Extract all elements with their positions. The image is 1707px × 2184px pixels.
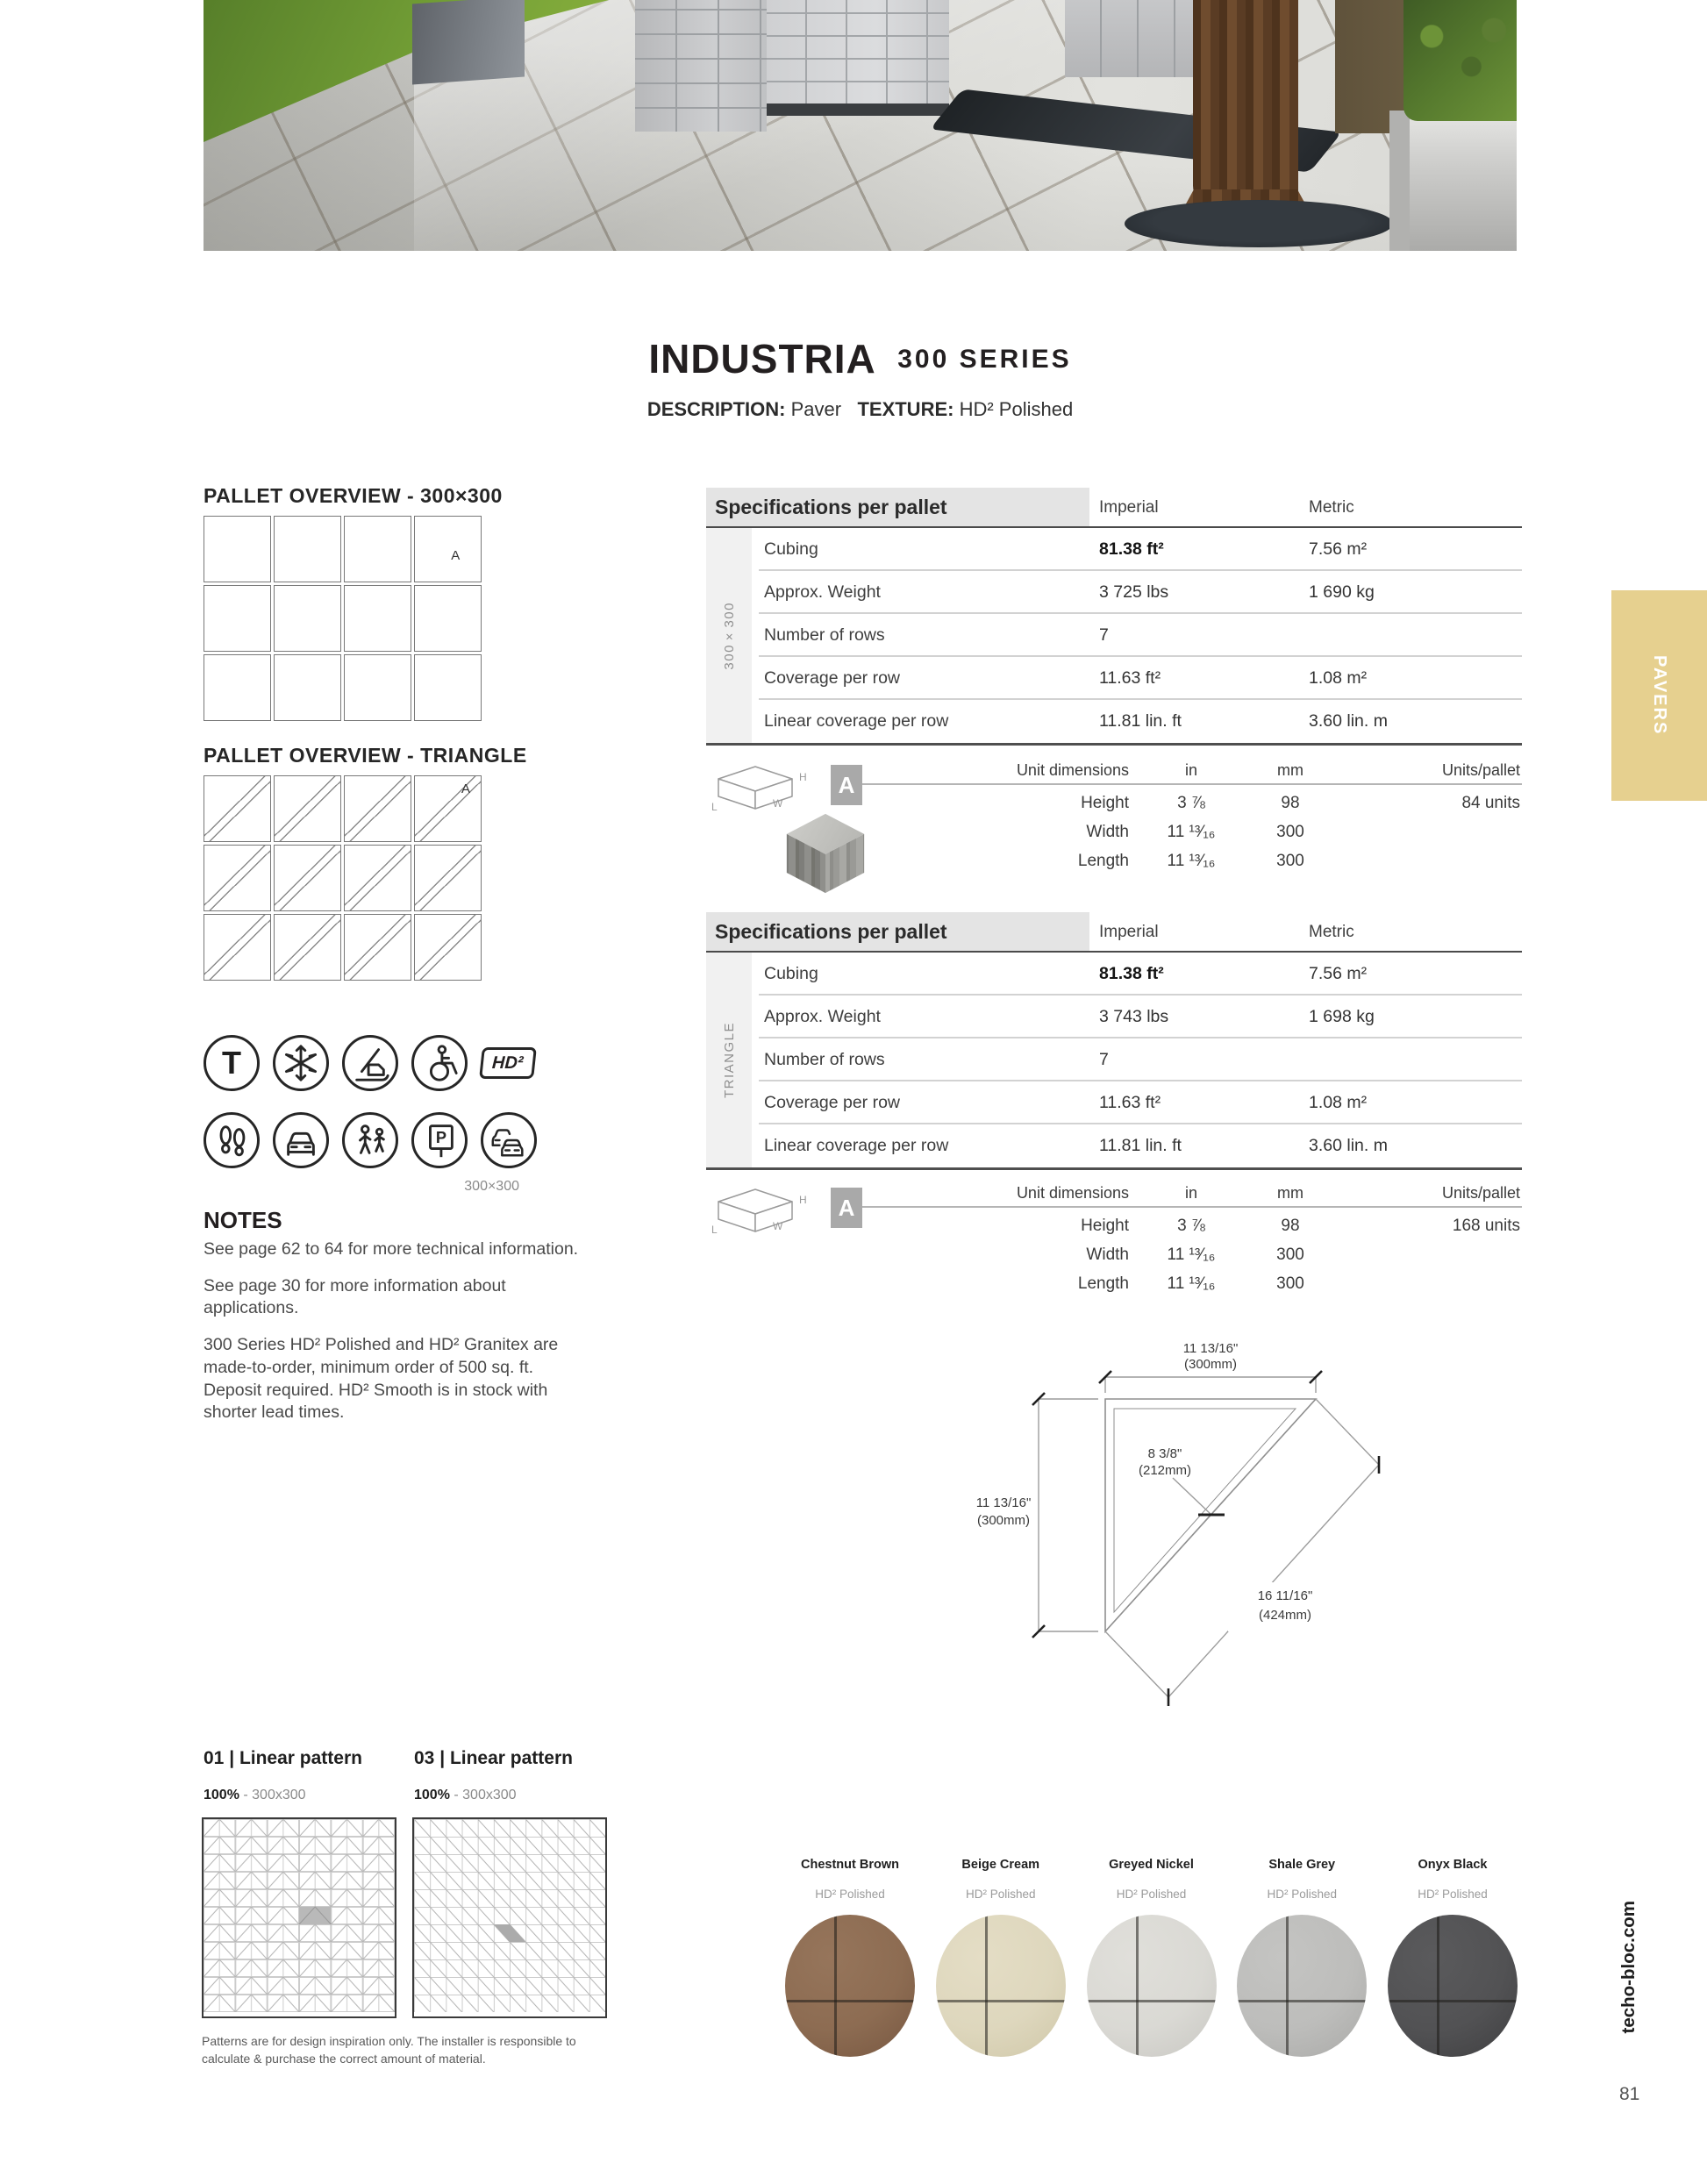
swatch-sample [1388,1915,1518,2057]
row-label: Approx. Weight [764,582,881,602]
swatch-sample [936,1915,1066,2057]
label-h: H [799,1194,807,1206]
row-imperial: 81.38 ft² [1099,539,1164,559]
plate-compactor-icon [342,1035,398,1091]
dim-label: Length [1077,852,1129,870]
attribute-icons-row-2 [204,1112,537,1168]
header-unit-dimensions: Unit dimensions [1016,761,1129,779]
swatch-chestnut-brown [781,1858,919,2057]
table-row [706,1124,1522,1170]
pallet-cell-triangle-marked [414,775,482,842]
table-rows [706,953,1522,1170]
pallet-cell-triangle [274,775,341,842]
table-row [706,614,1522,657]
row-metric: 3.60 lin. m [1309,711,1388,731]
series-label: 300 SERIES [897,345,1072,374]
wheelchair-icon [411,1035,468,1091]
footprints-icon [204,1112,260,1168]
unit-badge-a: A [831,765,862,805]
white-planter [1389,111,1517,251]
dim-label: Width [1086,1245,1129,1264]
row-label: Number of rows [764,625,885,645]
row-label: Cubing [764,964,818,983]
grout-line-v [985,1915,988,2057]
swatch-name: Greyed Nickel [1109,1858,1194,1872]
traffic-icon [481,1112,537,1168]
t-glyph: T [222,1045,241,1081]
col-imperial: Imperial [1099,498,1159,517]
car-icon [273,1112,329,1168]
row-imperial: 7 [1099,1050,1109,1069]
grout-line-v [834,1915,837,2057]
notes-paragraph: See page 30 for more information about applications. [204,1275,506,1318]
table-rows [706,528,1522,746]
pallet-cell [274,585,341,652]
row-label: Coverage per row [764,1093,900,1112]
row-imperial: 81.38 ft² [1099,964,1164,983]
grout-line-h [1388,2000,1518,2002]
row-label: Coverage per row [764,668,900,688]
grout-line-h [785,2000,915,2002]
dim-in: 11 ¹³⁄₁₆ [1167,1274,1216,1293]
pattern-01-svg [204,1819,395,2012]
header-in: in [1184,761,1197,779]
row-imperial: 7 [1099,625,1109,645]
t-badge-icon [204,1035,260,1091]
grout-line-v [1136,1915,1139,2057]
slab-sketch-icon [708,1182,813,1235]
texture-value: HD² Polished [959,398,1074,420]
pallet-cell-triangle [274,914,341,981]
pattern-sep: | [439,1748,446,1768]
row-metric: 7.56 m² [1309,539,1368,559]
hd2-badge-icon [479,1047,537,1079]
label-w: W [773,1220,783,1232]
table-row [706,996,1522,1038]
swatch-name: Shale Grey [1268,1858,1336,1872]
section-tab-pavers [1611,590,1707,801]
label-l: L [711,801,718,812]
block-pillar-left [635,0,767,132]
swatch-name: Beige Cream [961,1858,1040,1872]
parking-glyph: P [435,1128,446,1146]
color-swatches [781,1858,1522,2057]
row-metric: 1.08 m² [1309,668,1368,688]
table-row [706,953,1522,996]
label-w: W [773,797,783,810]
row-metric: 3.60 lin. m [1309,1136,1388,1155]
grout-line-h [1087,2000,1217,2002]
dim-in: 11 ¹³⁄₁₆ [1167,1245,1216,1264]
description-label: DESCRIPTION: [646,398,786,420]
icons-size-label: 300×300 [464,1179,519,1194]
dim-hyp-in: 16 11/16" [1257,1588,1313,1603]
pattern-01-subtitle [204,1788,306,1803]
row-imperial: 11.81 lin. ft [1099,711,1182,731]
swatch-name: Onyx Black [1418,1858,1488,1872]
pattern-01-diagram [202,1817,396,2018]
pattern-03-title [414,1748,573,1769]
dim-label: Height [1081,794,1129,812]
swatch-onyx-black [1383,1858,1522,2057]
swatch-greyed-nickel [1082,1858,1221,2057]
grout-line-v [1286,1915,1289,2057]
dim-in: 11 ¹³⁄₁₆ [1167,852,1216,870]
col-metric: Metric [1309,498,1354,517]
pattern-size: - 300x300 [243,1788,306,1802]
pallet-cell-triangle [344,775,411,842]
table-row [706,657,1522,700]
table-row [706,1081,1522,1124]
pattern-code: 03 [414,1748,435,1768]
pallet-cell-triangle [204,845,271,911]
parking-icon [411,1112,468,1168]
units-pallet-value: 168 units [1452,1217,1520,1235]
header-units-pallet: Units/pallet [1441,1184,1520,1202]
pallet-cell-triangle [414,914,482,981]
tree-trunk [1193,0,1298,221]
row-label: Number of rows [764,1050,885,1069]
swatch-sample [1237,1915,1367,2057]
shrub [1403,0,1517,121]
grout-line-v [1437,1915,1439,2057]
hd2-glyph: HD² [491,1053,525,1073]
triangle-dimension-diagram [965,1333,1491,1754]
dim-height-mm: (212mm) [1138,1463,1192,1478]
notes-paragraph: 300 Series HD² Polished and HD² Granitex are made-to-order, minimum order of 500 sq. ft. Deposit required. HD² Smooth is in stock with shorter lead times. [204,1335,559,1423]
dim-mm: 98 [1281,1217,1300,1235]
pattern-coverage: 100% [204,1788,239,1802]
dim-mm: 300 [1276,823,1304,841]
attribute-icons-row-1 [204,1035,535,1091]
row-metric: 7.56 m² [1309,964,1368,983]
swatch-finish: HD² Polished [1116,1888,1187,1901]
pattern-coverage: 100% [414,1788,450,1802]
hero-photo [204,0,1517,251]
row-metric: 1.08 m² [1309,1093,1368,1112]
header-units-pallet: Units/pallet [1441,761,1520,779]
block-pillar-center [767,0,949,116]
row-imperial: 3 725 lbs [1099,582,1169,602]
dim-in: 11 ¹³⁄₁₆ [1167,823,1216,841]
pallet-cell [204,585,271,652]
table-row [706,571,1522,614]
row-metric: 1 698 kg [1309,1007,1375,1026]
swatch-finish: HD² Polished [965,1888,1036,1901]
pallet-cell [274,654,341,721]
row-imperial: 11.63 ft² [1099,1093,1161,1112]
pattern-sep: | [229,1748,235,1768]
label-l: L [711,1224,718,1235]
dim-top-mm: (300mm) [1183,1357,1238,1372]
pallet-cell [344,516,411,582]
label-h: H [799,771,807,783]
marker-a: A [461,782,470,796]
notes-paragraph: See page 62 to 64 for more technical information. [204,1239,579,1259]
side-label: TRIANGLE [721,1021,737,1098]
header-mm: mm [1277,1184,1303,1202]
pattern-03-svg [414,1819,605,2012]
pallet-cell [204,516,271,582]
swatch-name: Chestnut Brown [801,1858,899,1872]
concrete-planter-cube [412,0,525,84]
page-title: INDUSTRIA [648,336,876,382]
grout-line-h [936,2000,1066,2002]
row-label: Linear coverage per row [764,1136,949,1155]
pallet-overview-300-title: PALLET OVERVIEW - 300×300 [204,484,503,507]
row-label: Approx. Weight [764,1007,881,1026]
unit-badge-a: A [831,1188,862,1228]
pallet-grid-triangle [204,775,482,981]
header-in: in [1184,1184,1197,1202]
swatch-sample [785,1915,915,2057]
dim-mm: 300 [1276,1274,1304,1293]
slab-sketch-icon [708,760,813,812]
dim-in: 3 ⅞ [1177,794,1205,812]
pattern-code: 01 [204,1748,225,1768]
grout-line-h [1237,2000,1367,2002]
swatch-shale-grey [1232,1858,1371,2057]
pattern-03-diagram [412,1817,607,2018]
table-row [706,1038,1522,1081]
swatch-beige-cream [932,1858,1070,2057]
swatch-finish: HD² Polished [1267,1888,1338,1901]
table-title: Specifications per pallet [715,496,947,518]
dim-label: Length [1077,1274,1129,1293]
header-mm: mm [1277,761,1303,779]
dim-in: 3 ⅞ [1177,1217,1205,1235]
dim-mm: 300 [1276,1245,1304,1264]
pallet-cell-triangle [344,845,411,911]
row-label: Cubing [764,539,818,559]
dim-hyp-mm: (424mm) [1258,1608,1312,1623]
pallet-cell [274,516,341,582]
pattern-name: Linear pattern [239,1748,362,1768]
unit-dimensions-300 [706,754,1522,903]
table-row [706,528,1522,571]
row-imperial: 11.63 ft² [1099,668,1161,688]
dim-mm: 300 [1276,852,1304,870]
swatch-sample [1087,1915,1217,2057]
pallet-cell [414,585,482,652]
pallet-cell-triangle [204,914,271,981]
dim-mm: 98 [1281,794,1300,812]
swatch-finish: HD² Polished [1418,1888,1488,1901]
pattern-name: Linear pattern [449,1748,573,1768]
dim-label: Height [1081,1217,1129,1235]
header-unit-dimensions: Unit dimensions [1016,1184,1129,1202]
notes-title: NOTES [204,1207,282,1233]
row-label: Linear coverage per row [764,711,949,731]
pattern-01-title [204,1748,362,1769]
texture-label: TEXTURE: [857,398,954,420]
col-imperial: Imperial [1099,923,1159,941]
patterns-disclaimer: Patterns are for design inspiration only. The installer is responsible to calculate & purchase the correct amount of material. [202,2034,576,2066]
unit-dimensions-triangle [706,1177,1522,1326]
marker-a: A [451,547,461,563]
dim-left-in: 11 13/16" [975,1495,1032,1510]
swatch-finish: HD² Polished [815,1888,885,1901]
title-block [204,335,1517,421]
dim-top-in: 11 13/16" [1182,1341,1239,1356]
pallet-cell-triangle [204,775,271,842]
section-tab-label: PAVERS [1650,655,1669,736]
pallet-grid-300 [204,516,482,721]
dim-left-mm: (300mm) [976,1513,1031,1528]
snowflake-icon [273,1035,329,1091]
pallet-cell [414,654,482,721]
side-label: 300×300 [721,601,737,670]
subtitle [204,398,1517,421]
site-url [1614,1893,1644,2042]
pallet-cell [344,585,411,652]
pallet-cell-triangle [344,914,411,981]
pattern-03-subtitle [414,1788,517,1803]
page-number: 81 [1619,2084,1640,2104]
units-pallet-value: 84 units [1461,794,1520,812]
pattern-size: - 300x300 [454,1788,517,1802]
pallet-cell-triangle [274,845,341,911]
pedestrians-icon [342,1112,398,1168]
paver-product-photo [783,810,868,895]
mulch-ring [1125,200,1393,247]
pallet-cell [204,654,271,721]
notes-body [204,1238,594,1438]
row-metric: 1 690 kg [1309,582,1375,602]
description-value: Paver [790,398,842,420]
badge-rule [862,783,1522,785]
dim-height-in: 8 3/8" [1147,1446,1182,1461]
pallet-overview-triangle-title: PALLET OVERVIEW - TRIANGLE [204,744,527,767]
row-imperial: 3 743 lbs [1099,1007,1169,1026]
pallet-cell [344,654,411,721]
badge-rule [862,1206,1522,1208]
table-row [706,700,1522,746]
pallet-cell-triangle [414,845,482,911]
site-url-text: techo-bloc.com [1618,1901,1639,2034]
col-metric: Metric [1309,923,1354,941]
row-imperial: 11.81 lin. ft [1099,1136,1182,1155]
pallet-cell-marked [414,516,482,582]
dim-label: Width [1086,823,1129,841]
table-title: Specifications per pallet [715,920,947,943]
